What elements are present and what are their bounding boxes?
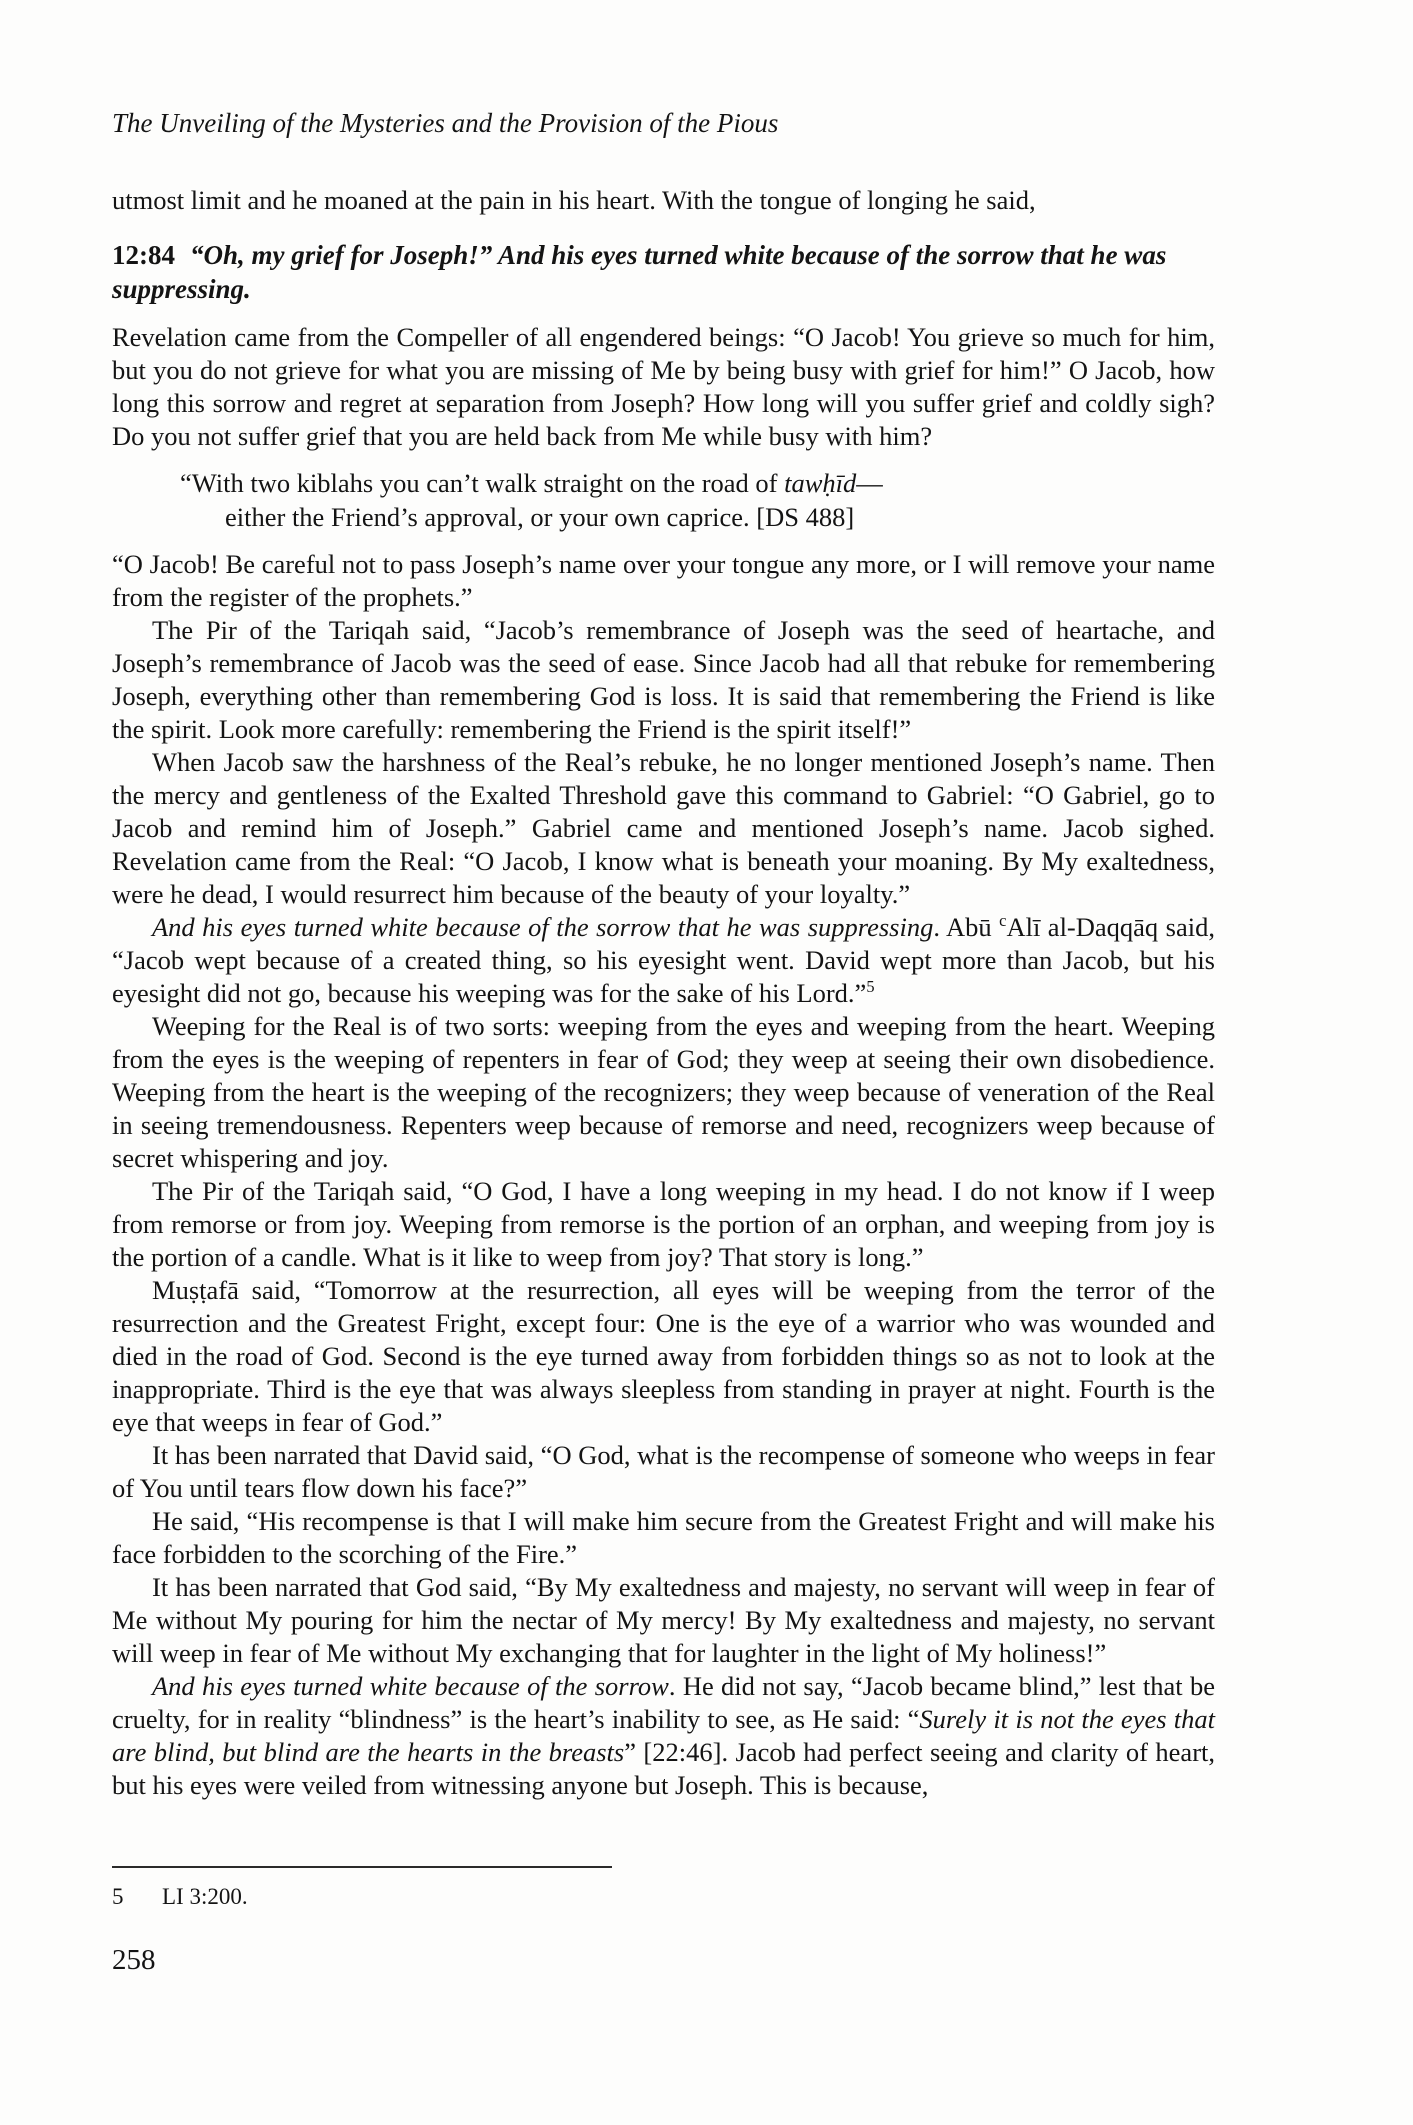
text-segment: — <box>856 468 883 498</box>
paragraph <box>112 1670 1215 1802</box>
text-segment: 5 <box>866 977 875 997</box>
text-segment: 12:84 <box>112 240 175 270</box>
paragraph <box>112 321 1215 453</box>
text-segment: When Jacob saw the harshness of the Real’s rebuke, he no longer mentioned Joseph’s name. Then the mercy and gentleness of the Exalted Threshold gave this command to Gabriel: “O Gabriel, go to Jacob and remind him of Joseph.” Gabriel came and mentioned Joseph’s name. Jacob sighed. Revelation came from the Real: “O Jacob, I know what is beneath your moaning. By My exaltedness, were he dead, I would resurrect him because of the beauty of your loyalty.” <box>112 747 1215 909</box>
running-head: The Unveiling of the Mysteries and the Provision of the Pious <box>112 108 779 138</box>
text-segment: Alī al-Daqqāq said, “Jacob wept because of a created thing, so his eyesight went. David wept more than Jacob, but his eyesight did not go, because his weeping was for the sake of his Lord.” <box>112 912 1215 1008</box>
page-number: 258 <box>112 1944 156 1976</box>
paragraph <box>112 1010 1215 1175</box>
paragraph <box>112 1505 1215 1571</box>
paragraph <box>112 746 1215 911</box>
footnote <box>112 1866 642 1910</box>
text-segment: . He did not say, “Jacob became blind,” lest that be cruelty, for in reality “blindness” is the heart’s inability to see, as He said: “ <box>112 1671 1216 1734</box>
text-segment: tawḥīd <box>784 468 857 498</box>
text-segment: Weeping for the Real is of two sorts: weeping from the eyes and weeping from the heart. Weeping from the eyes is the weeping of repenters in fear of God; they weep at seeing their own disobedience. Weeping from the heart is the weeping of the recognizers; they weep because of veneration of the Real in seeing tremendousness. Repenters weep because of remorse and need, recognizers weep because of secret whispering and joy. <box>112 1011 1215 1173</box>
footnote-text: LI 3:200. <box>162 1884 248 1909</box>
body-text <box>112 184 1215 1802</box>
text-segment: It has been narrated that David said, “O God, what is the recompense of someone who weeps in fear of You until tears flow down his face?” <box>112 1440 1215 1503</box>
paragraph <box>112 1439 1215 1505</box>
verse-heading <box>112 238 1215 306</box>
text-segment: Revelation came from the Compeller of all engendered beings: “O Jacob! You grieve so much for him, but you do not grieve for what you are missing of Me by being busy with grief for him!” O Jacob, how long this sorrow and regret at separation from Joseph? How long will you suffer grief and coldly sigh? Do you not suffer grief that you are held back from Me while busy with him? <box>112 322 1215 451</box>
text-segment: either the Friend’s approval, or your own caprice. [DS 488] <box>225 502 855 532</box>
text-segment: “With two kiblahs you can’t walk straight on the road of <box>180 468 785 498</box>
text-segment: The Pir of the Tariqah said, “Jacob’s remembrance of Joseph was the seed of heartache, and Joseph’s remembrance of Jacob was the seed of ease. Since Jacob had all that rebuke for remembering Joseph, everything other than remembering God is loss. It is said that remembering the Friend is like the spirit. Look more carefully: remembering the Friend is the spirit itself!” <box>112 615 1215 744</box>
paragraph <box>112 1571 1215 1670</box>
text-segment: The Pir of the Tariqah said, “O God, I have a long weeping in my head. I do not know if I weep from remorse or from joy. Weeping from remorse is the portion of an orphan, and weeping from joy is the portion of a candle. What is it like to weep from joy? That story is long.” <box>112 1176 1215 1272</box>
poem-line <box>112 466 1215 500</box>
text-segment: It has been narrated that God said, “By My exaltedness and majesty, no servant will weep in fear of Me without My pouring for him the nectar of My mercy! By My exaltedness and majesty, no servant will weep in fear of Me without My exchanging that for laughter in the light of My holiness!” <box>112 1572 1215 1668</box>
text-segment: Muṣṭafā said, “Tomorrow at the resurrection, all eyes will be weeping from the terror of the resurrection and the Greatest Fright, except four: One is the eye of a warrior who was wounded and died in the road of God. Second is the eye turned away from forbidden things so as not to look at the inappropriate. Third is the eye that was always sleepless from standing in prayer at night. Fourth is the eye that weeps in fear of God.” <box>112 1275 1215 1437</box>
text-segment: ” [22:46]. Jacob had perfect seeing and clarity of heart, but his eyes were veiled from witnessing anyone but Joseph. This is because, <box>112 1737 1216 1800</box>
text-segment: “Oh, my grief for Joseph!” And his eyes turned white because of the sorrow that he was suppressing. <box>112 240 1167 304</box>
text-segment: Surely it is not the eyes that are blind, but blind are the hearts in the breasts <box>112 1704 1215 1767</box>
text-segment: c <box>999 911 1007 931</box>
paragraph <box>112 548 1215 614</box>
footnote-entry <box>112 1884 642 1910</box>
text-segment: . Abū <box>933 912 1000 942</box>
paragraph <box>112 911 1215 1010</box>
poem <box>112 466 1215 534</box>
paragraph <box>112 1175 1215 1274</box>
paragraph <box>112 184 1215 217</box>
text-segment: utmost limit and he moaned at the pain in his heart. With the tongue of longing he said, <box>112 185 1036 215</box>
poem-line <box>112 500 1215 534</box>
text-segment: “O Jacob! Be careful not to pass Joseph’s name over your tongue any more, or I will remove your name from the register of the prophets.” <box>112 549 1215 612</box>
footnote-divider <box>112 1866 612 1868</box>
paragraph <box>112 1274 1215 1439</box>
paragraph <box>112 614 1215 746</box>
text-segment: And his eyes turned white because of the sorrow <box>152 1671 669 1701</box>
text-segment: And his eyes turned white because of the sorrow that he was suppressing <box>152 912 934 942</box>
text-segment: He said, “His recompense is that I will make him secure from the Greatest Fright and will make his face forbidden to the scorching of the Fire.” <box>112 1506 1215 1569</box>
footnote-marker: 5 <box>112 1884 124 1909</box>
